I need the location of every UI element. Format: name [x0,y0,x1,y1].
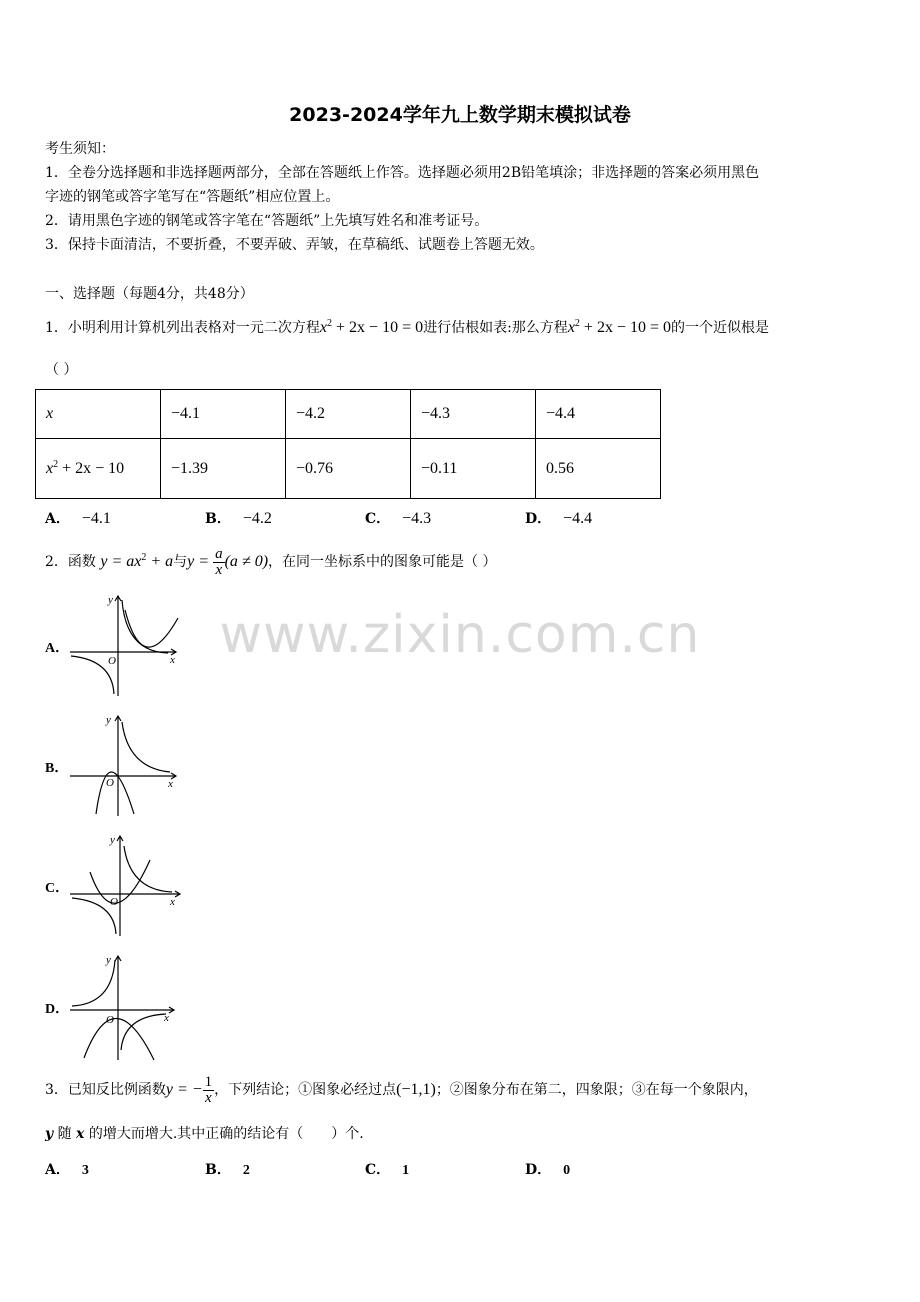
q1-option-a[interactable]: A． −4.1 [45,510,111,527]
q3-mid: ，下列结论；①图象必经过点 [214,1082,397,1098]
q1-equation-2: $x^2 + 2x - 10 = 0$ [567,318,671,336]
q2-graph-b[interactable] [68,710,183,818]
table-cell: −4.2 [286,390,411,439]
question-1 [45,318,769,338]
table-cell: −4.1 [161,390,286,439]
svg-text:y: y [110,834,115,846]
table-cell: −1.39 [161,439,286,499]
page-title: 2023-2024学年九上数学期末模拟试卷 [289,104,631,126]
q2-mid: 与 [173,554,188,570]
table-cell: 0.56 [536,439,661,499]
section-heading: 一、选择题（每题4分，共48分） [45,286,254,302]
q1-table [35,389,661,499]
q3-point: (−1,1) [396,1081,436,1098]
q3-option-b[interactable]: B． 2 [205,1162,250,1178]
svg-text:x: x [168,778,173,790]
q2-function-2: y = [187,553,210,570]
table-row-x [36,390,661,439]
q1-paren: （ ） [45,362,78,378]
question-3 [45,1073,758,1107]
q2-option-d-label[interactable]: D． [45,1002,70,1017]
q1-equation-1: $x^2 + 2x - 10 = 0$ [319,318,424,336]
watermark: www.zixin.com.cn [219,605,701,665]
svg-text:O: O [106,777,114,789]
q2-condition: (a ≠ 0) [224,553,269,570]
q3-option-a[interactable]: A． 3 [45,1162,89,1178]
q3-option-d[interactable]: D． 0 [525,1162,571,1178]
notice-item-1: 1．全卷分选择题和非选择题两部分，全部在答题纸上作答。选择题必须用2B铅笔填涂；非选择题的答案必须用黑色 [45,165,760,181]
notice-item-3: 3．保持卡面清洁，不要折叠，不要弄破、弄皱，在草稿纸、试题卷上答题无效。 [45,237,544,253]
q2-graph-c[interactable] [68,830,183,938]
table-cell: −0.76 [286,439,411,499]
q2-graph-d[interactable] [68,950,183,1062]
table-cell: −4.4 [536,390,661,439]
svg-text:x: x [170,654,175,666]
q1-option-b[interactable]: B． −4.2 [205,510,272,527]
svg-text:O: O [106,1014,114,1026]
q2-suffix: ，在同一坐标系中的图象可能是（ ） [268,554,497,570]
q1-middle: 进行估根如表:那么方程 [423,320,568,336]
table-cell: −0.11 [411,439,536,499]
svg-text:O: O [110,896,118,908]
table-head-expr: $x^2 + 2x - 10$ [36,439,161,499]
q3-line-2: y 随 x 的增大而增大.其中正确的结论有（ ）个. [45,1126,364,1142]
q3-fraction: $\frac{1}{x}$ [204,1073,213,1106]
q2-option-b-label[interactable]: B． [45,761,69,776]
svg-text:y: y [106,714,111,726]
q2-graph-a[interactable] [68,590,183,698]
q3-prefix: 3．已知反比例函数 [45,1082,166,1098]
table-row-value [36,439,661,499]
svg-text:x: x [164,1012,169,1024]
svg-text:O: O [108,655,116,667]
q2-prefix: 2．函数 [45,554,96,570]
notice-item-2: 2．请用黑色字迹的钢笔或答字笔在“答题纸”上先填写姓名和准考证号。 [45,213,489,229]
q2-function-1: $y = ax^2 + a$ [100,552,174,570]
svg-text:y: y [108,594,113,606]
table-cell: −4.3 [411,390,536,439]
q2-option-c-label[interactable]: C． [45,881,70,896]
q2-fraction: $\frac{a}{x}$ [215,545,223,578]
notice-item-1-cont: 字迹的钢笔或答字笔写在“答题纸”相应位置上。 [45,189,340,205]
q1-prefix: 1．小明利用计算机列出表格对一元二次方程 [45,320,320,336]
q1-option-c[interactable]: C． −4.3 [365,510,432,527]
q1-option-d[interactable]: D． −4.4 [525,510,593,527]
q2-option-a-label[interactable]: A． [45,641,70,656]
notice-heading: 考生须知： [45,141,115,157]
q3-function: y = − [165,1081,203,1098]
q1-suffix: 的一个近似根是 [671,320,769,336]
svg-text:y: y [106,954,111,966]
question-2 [45,545,496,579]
table-head-x: x [36,390,161,439]
q3-rest: ；②图象分布在第二，四象限；③在每一个象限内， [435,1082,758,1098]
svg-text:x: x [170,896,175,908]
q3-option-c[interactable]: C． 1 [365,1162,410,1178]
